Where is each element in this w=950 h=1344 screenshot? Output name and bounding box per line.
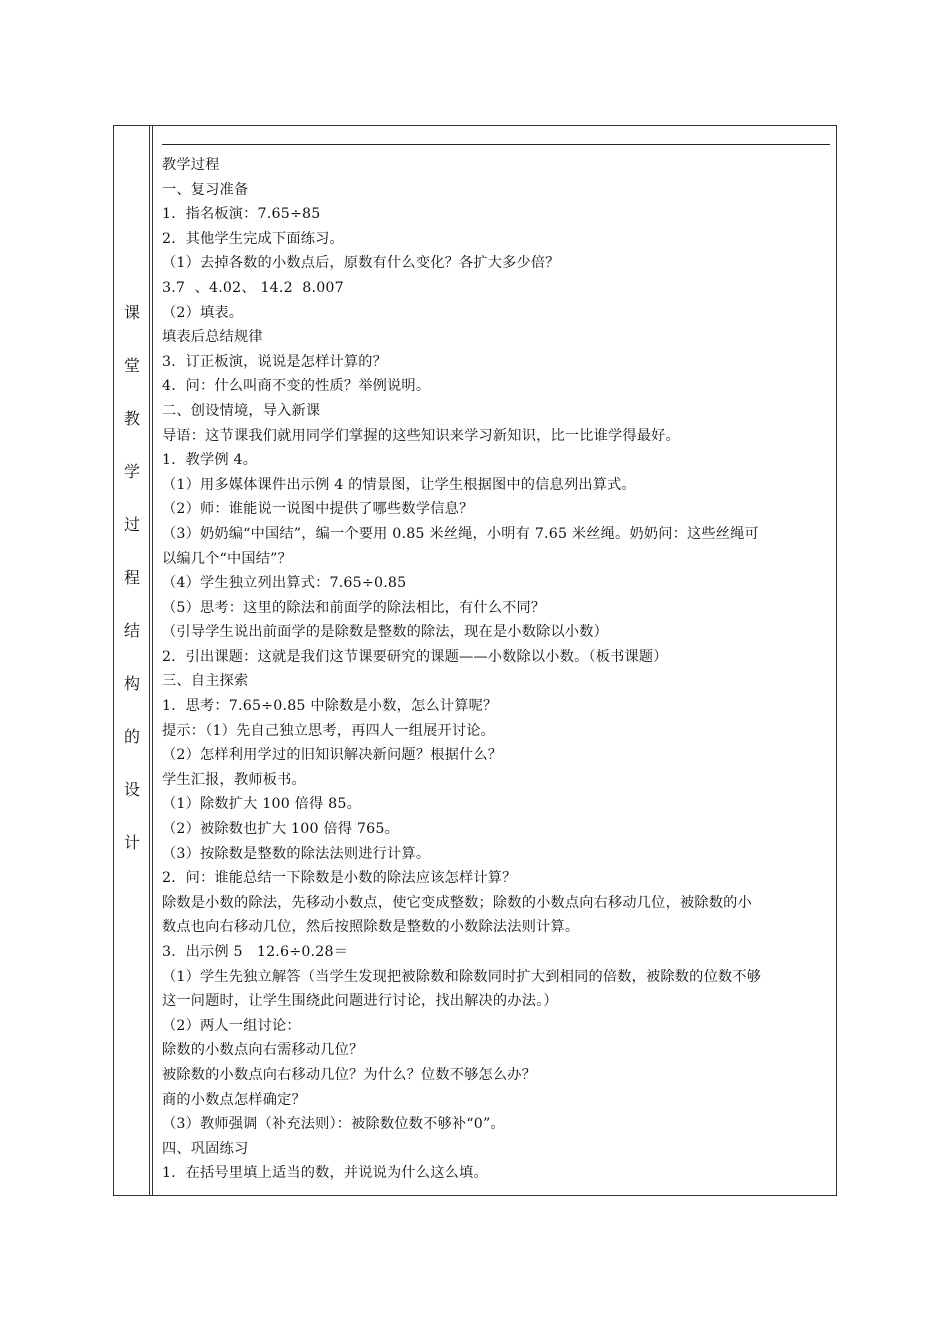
text-line: 3．订正板演，说说是怎样计算的？ <box>162 353 388 370</box>
section-heading: 一、复习准备 <box>162 181 249 198</box>
text-line: 4．问：什么叫商不变的性质？举例说明。 <box>162 378 431 395</box>
side-title-char: 过 <box>123 515 140 534</box>
side-title-char: 课 <box>123 303 140 322</box>
section-heading: 二、创设情境，导入新课 <box>162 402 321 419</box>
side-title-char: 构 <box>123 674 140 693</box>
text-line: 2．问：谁能总结一下除数是小数的除法应该怎样计算？ <box>162 870 517 887</box>
text-line: （1）去掉各数的小数点后，原数有什么变化？各扩大多少倍？ <box>162 255 560 272</box>
side-title-char: 学 <box>123 462 140 481</box>
text-line: （引导学生说出前面学的是除数是整数的除法，现在是小数除以小数） <box>162 624 609 641</box>
text-line: 1．在括号里填上适当的数，并说说为什么这么填。 <box>162 1165 488 1182</box>
text-line: （3）教师强调（补充法则）：被除数位数不够补“0”。 <box>162 1116 505 1133</box>
text-line: （4）学生独立列出算式：7.65÷0.85 <box>162 575 407 592</box>
text-line: （1）除数扩大 100 倍得 85。 <box>162 796 361 813</box>
side-title-char: 堂 <box>123 356 140 375</box>
top-rule <box>162 144 830 145</box>
text-line: （3）按除数是整数的除法法则进行计算。 <box>162 845 431 862</box>
side-title-char: 计 <box>123 833 140 852</box>
side-title <box>114 286 150 869</box>
side-title-char: 的 <box>123 727 140 746</box>
side-title-char: 程 <box>123 568 140 587</box>
text-line: 1．指名板演：7.65÷85 <box>162 206 321 223</box>
text-line: 提示：（1）先自己独立思考，再四人一组展开讨论。 <box>162 722 496 739</box>
side-title-char: 结 <box>123 621 140 640</box>
lesson-table <box>113 125 837 1196</box>
section-title: 教学过程 <box>162 157 220 173</box>
text-line: 商的小数点怎样确定？ <box>162 1091 306 1108</box>
text-line: 这一问题时，让学生围绕此问题进行讨论，找出解决的办法。） <box>162 993 558 1010</box>
lesson-content <box>162 144 830 1186</box>
text-line: （2）两人一组讨论： <box>162 1017 301 1034</box>
text-line: 3.7 、4.02、 14.2 8.007 <box>162 279 344 296</box>
text-line: （3）奶奶编“中国结”，编一个要用 0.85 米丝绳，小明有 7.65 米丝绳。奶奶问：这些丝绳可 <box>162 525 759 542</box>
side-title-char: 设 <box>123 780 140 799</box>
text-line: 除数的小数点向右需移动几位？ <box>162 1042 364 1059</box>
section-heading: 三、自主探索 <box>162 673 249 690</box>
text-line: 2．其他学生完成下面练习。 <box>162 230 344 247</box>
text-line: （1）学生先独立解答（当学生发现把被除数和除数同时扩大到相同的倍数，被除数的位数不够 <box>162 968 762 985</box>
text-line: 学生汇报，教师板书。 <box>162 771 306 788</box>
text-line: （2）怎样利用学过的旧知识解决新问题？根据什么？ <box>162 747 503 764</box>
section-heading: 四、巩固练习 <box>162 1140 249 1157</box>
text-line: 1．教学例 4。 <box>162 452 258 469</box>
text-line: （2）被除数也扩大 100 倍得 765。 <box>162 821 399 838</box>
text-line: 被除数的小数点向右移动几位？为什么？位数不够怎么办？ <box>162 1066 537 1083</box>
text-line: 导语：这节课我们就用同学们掌握的这些知识来学习新知识，比一比谁学得最好。 <box>162 427 680 444</box>
text-line: （1）用多媒体课件出示例 4 的情景图，让学生根据图中的信息列出算式。 <box>162 476 636 493</box>
text-line: 以编几个“中国结”？ <box>162 550 293 567</box>
text-line: 1．思考：7.65÷0.85 中除数是小数，怎么计算呢？ <box>162 698 498 715</box>
column-divider <box>152 126 155 1195</box>
text-line: 填表后总结规律 <box>162 329 263 346</box>
text-line: （2）填表。 <box>162 304 244 321</box>
side-label-column <box>114 126 150 1195</box>
side-title-char: 教 <box>123 409 140 428</box>
text-line: 数点也向右移动几位，然后按照除数是整数的小数除法法则计算。 <box>162 919 580 936</box>
text-line: 除数是小数的除法，先移动小数点，使它变成整数；除数的小数点向右移动几位，被除数的小 <box>162 894 752 911</box>
text-line: （2）师：谁能说一说图中提供了哪些数学信息？ <box>162 501 474 518</box>
text-line: 2．引出课题：这就是我们这节课要研究的课题——小数除以小数。（板书课题） <box>162 648 668 665</box>
text-line: 3．出示例 5 12.6÷0.28＝ <box>162 944 349 960</box>
text-line: （5）思考：这里的除法和前面学的除法相比，有什么不同？ <box>162 599 546 616</box>
